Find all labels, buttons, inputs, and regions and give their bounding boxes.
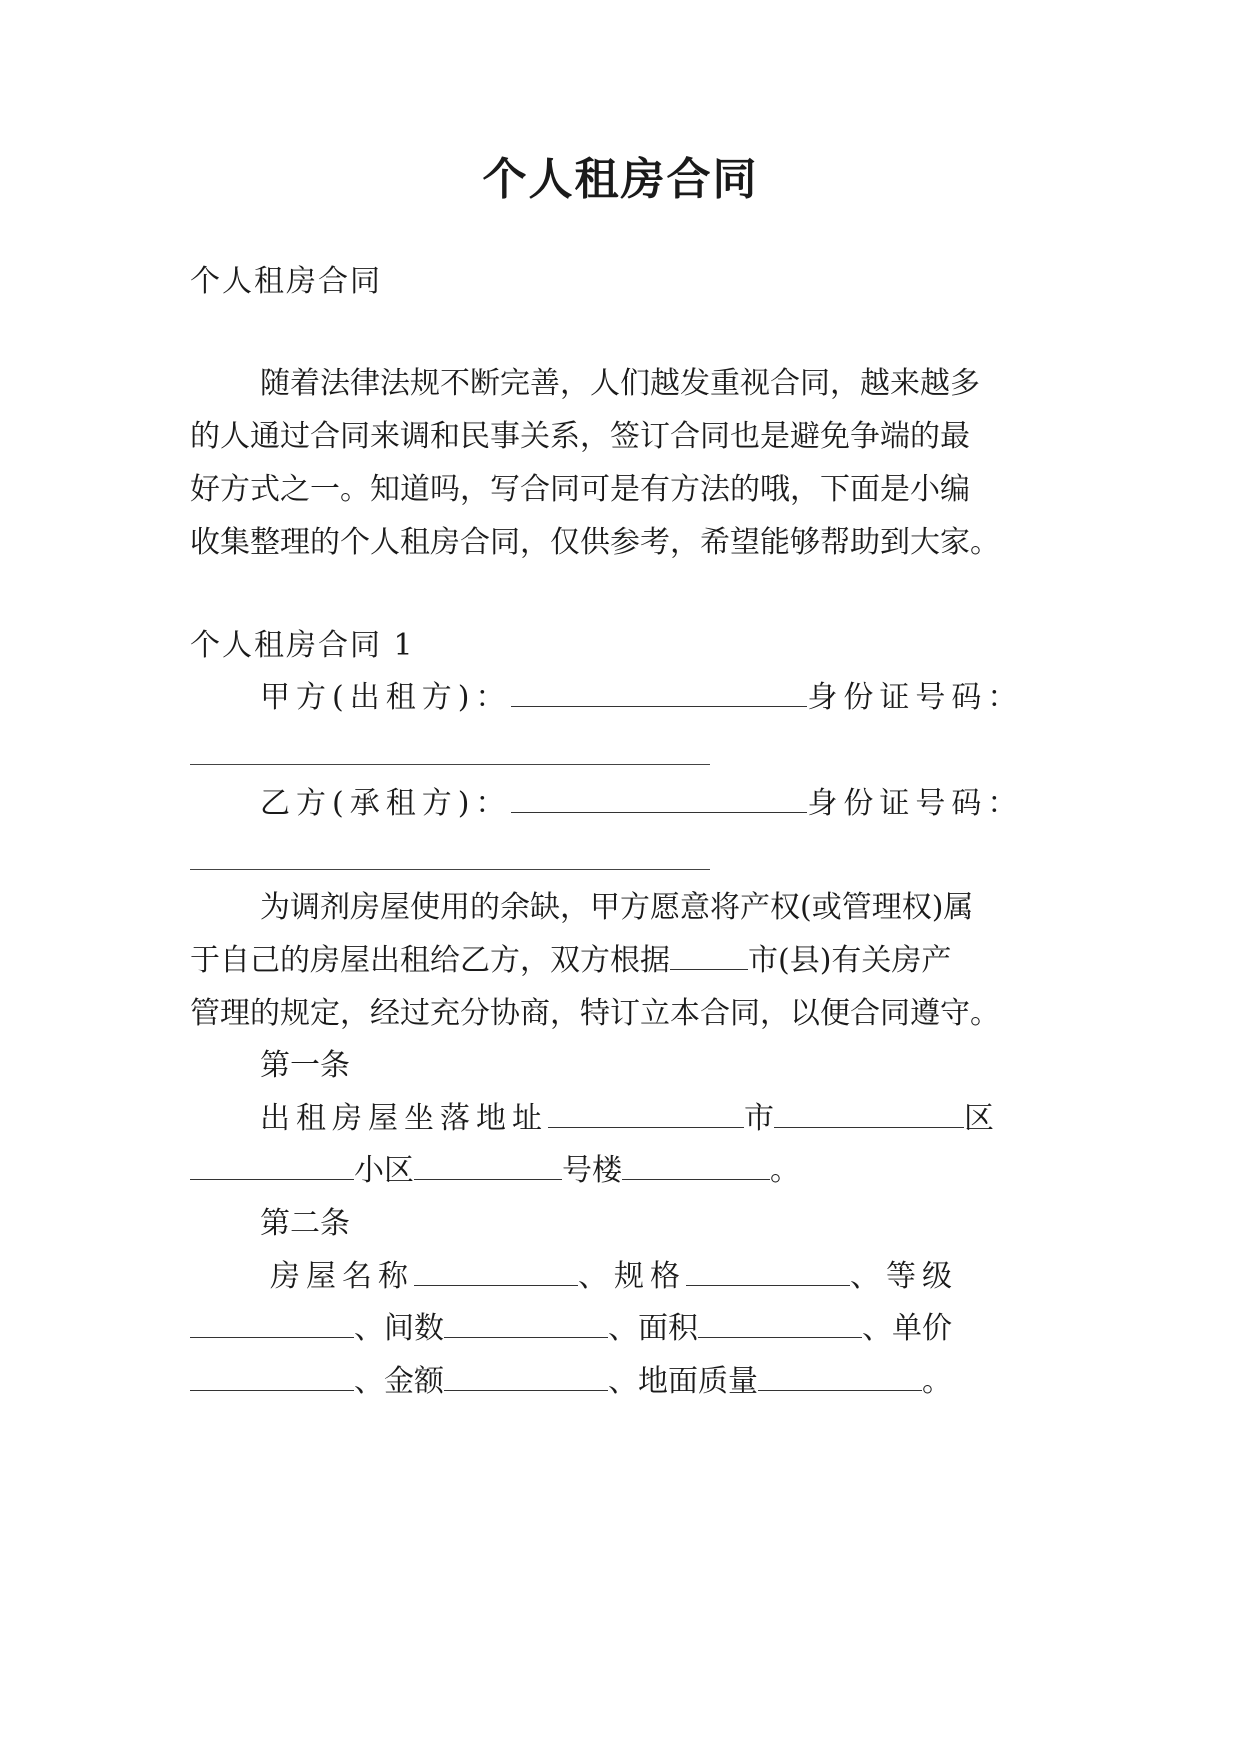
preamble-line-1: 为调剂房屋使用的余缺，甲方愿意将产权(或管理权)属	[260, 890, 974, 925]
article-2-grade-label: 、等级	[850, 1259, 958, 1294]
preamble-line-2-text: 于自己的房屋出租给乙方，双方根据	[190, 943, 670, 978]
article-1-community-blank	[414, 1151, 562, 1180]
party-b-id-blank	[190, 869, 710, 870]
article-1-building-label: 号楼	[562, 1153, 622, 1188]
article-2-area-label: 、面积	[608, 1311, 698, 1346]
article-1-address-line	[260, 1099, 1060, 1139]
party-a-id-blank	[190, 764, 710, 765]
article-2-grade-blank	[190, 1309, 354, 1338]
article-2-unit-price-blank	[190, 1362, 354, 1391]
article-2-floor-quality-label: 、地面质量	[608, 1364, 758, 1399]
article-1-address-blank	[548, 1099, 744, 1128]
article-1-end: 。	[770, 1153, 800, 1188]
party-b-line	[260, 784, 1060, 824]
article-1-community-line	[190, 1151, 1060, 1191]
section-title: 个人租房合同 1	[190, 628, 415, 663]
preamble-city-suffix: 市(县)有关房产	[748, 943, 952, 978]
article-1-district-label: 区	[964, 1101, 994, 1136]
article-1-building-blank	[622, 1151, 770, 1180]
party-a-line	[260, 678, 1060, 718]
article-2-rooms-label: 、间数	[354, 1311, 444, 1346]
intro-line-4: 收集整理的个人租房合同，仅供参考，希望能够帮助到大家。	[190, 525, 1000, 560]
article-2-amount-blank	[444, 1362, 608, 1391]
article-2-area-blank	[698, 1309, 862, 1338]
article-2-name-blank	[414, 1257, 578, 1286]
article-2-rooms-blank	[444, 1309, 608, 1338]
party-b-name-blank	[511, 784, 807, 813]
intro-line-2: 的人通过合同来调和民事关系，签订合同也是避免争端的最	[190, 419, 970, 454]
article-1-city-label: 市	[744, 1101, 774, 1136]
article-2-line-3	[190, 1362, 1060, 1402]
article-2-floor-quality-blank	[758, 1362, 922, 1391]
preamble-line-2	[190, 941, 1060, 981]
preamble-line-3: 管理的规定，经过充分协商，特订立本合同，以便合同遵守。	[190, 996, 1000, 1031]
party-a-label: 甲方(出租方)：	[260, 680, 512, 715]
party-a-id-label: 身份证号码：	[807, 680, 1024, 715]
article-1-address-label: 出租房屋坐落地址	[260, 1101, 548, 1136]
article-2-spec-label: 、规格	[578, 1259, 686, 1294]
preamble-city-blank	[670, 941, 748, 970]
intro-line-1: 随着法律法规不断完善，人们越发重视合同，越来越多	[260, 366, 980, 401]
intro-line-3: 好方式之一。知道吗，写合同可是有方法的哦，下面是小编	[190, 472, 970, 507]
article-2-line-2	[190, 1309, 1060, 1349]
article-2-end: 。	[922, 1364, 952, 1399]
party-b-label: 乙方(承租方)：	[260, 786, 512, 821]
article-2-unit-price-label: 、单价	[862, 1311, 952, 1346]
document-subtitle: 个人租房合同	[190, 264, 382, 299]
article-2-line-1	[270, 1257, 1070, 1297]
article-2-title: 第二条	[260, 1206, 350, 1241]
article-1-title: 第一条	[260, 1048, 350, 1083]
article-2-spec-blank	[686, 1257, 850, 1286]
article-1-city-blank	[774, 1099, 964, 1128]
article-2-amount-label: 、金额	[354, 1364, 444, 1399]
article-2-name-label: 房屋名称	[270, 1259, 414, 1294]
document-title: 个人租房合同	[482, 154, 759, 205]
article-1-community-label: 小区	[354, 1153, 414, 1188]
party-b-id-label: 身份证号码：	[807, 786, 1024, 821]
article-1-district-blank	[190, 1151, 354, 1180]
party-a-name-blank	[511, 678, 807, 707]
